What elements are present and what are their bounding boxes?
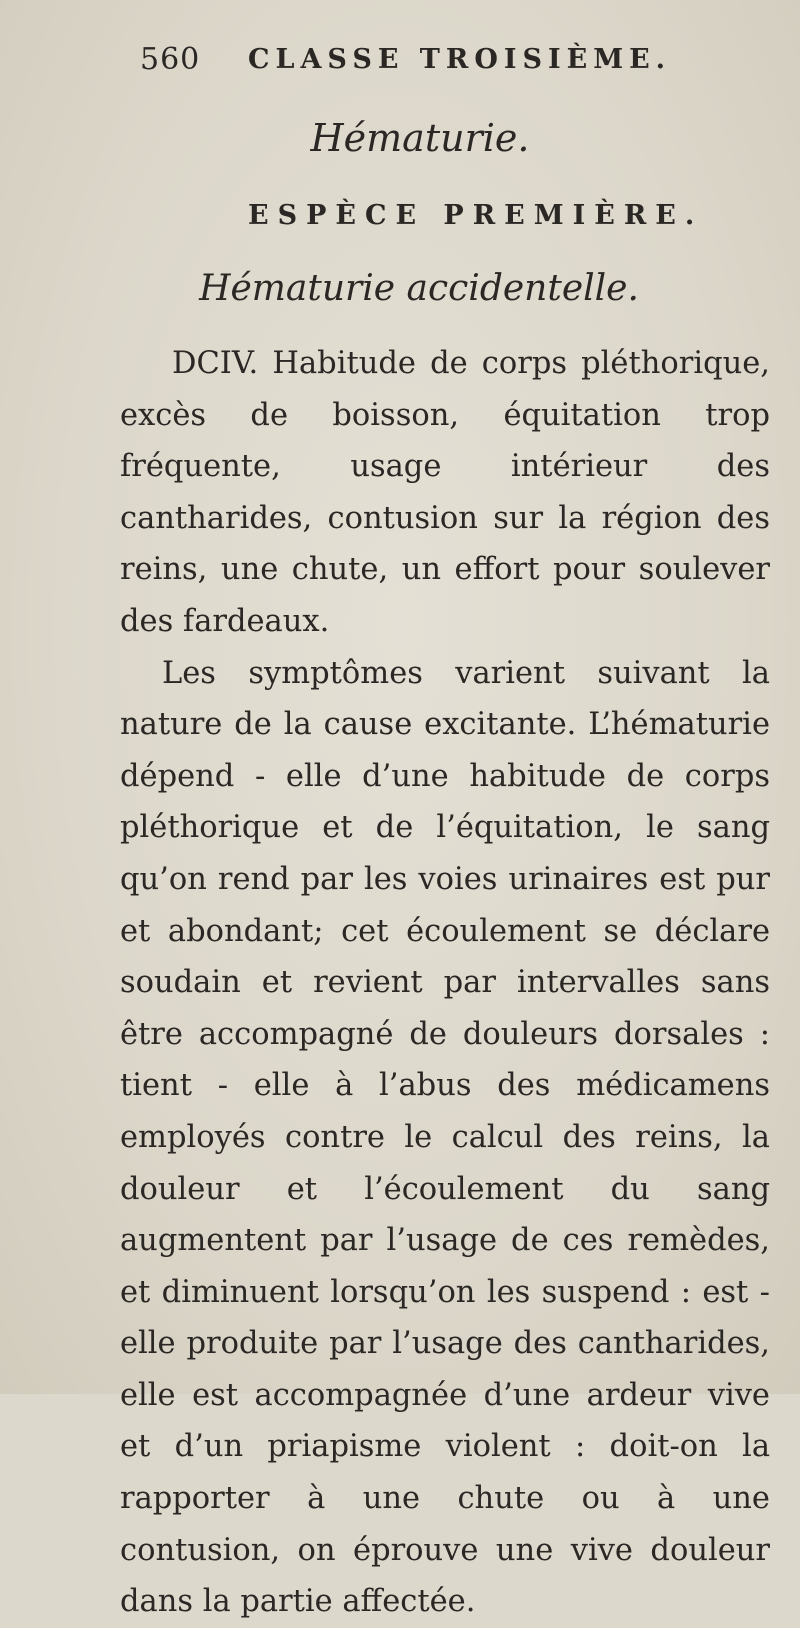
- paragraph-1: [120, 338, 770, 648]
- running-head: [140, 42, 760, 90]
- chapter-title: Hématurie.: [310, 116, 530, 160]
- page-number: 560: [140, 42, 201, 77]
- running-title: CLASSE TROISIÈME.: [248, 44, 672, 75]
- paragraph-2: Les symptômes varient suivant la nature de la cause excitante. L’hématurie dépend - elle d’une habitude de corps pléthorique et de l’équitation, le sang qu’on rend par les voies urinaires est pur et abondant; cet écoulement se déclare soudain et revient par intervalles sans être accompagné de douleurs dorsales : tient - elle à l’abus des médicamens employés contre le calcul des reins, la douleur et l’écoulement du sang augmentent par l’usage de ces remèdes, et diminuent lorsqu’on les suspend : est - elle produite par l’usage des cantharides, elle est accompagnée d’une ardeur vive et d’un priapisme violent : doit-on la rapporter à une chute ou à une contusion, on éprouve une vive douleur dans la partie affectée.: [120, 655, 770, 1620]
- body-text: [120, 338, 770, 1628]
- section-subtitle: Hématurie accidentelle.: [199, 268, 639, 309]
- paragraph-number: DCIV.: [172, 346, 259, 381]
- paragraph-1-text: Habitude de corps pléthorique, excès de boisson, équitation trop fréquente, usage intérieur des cantharides, contusion sur la région des reins, une chute, un effort pour soulever des fardeaux.: [120, 346, 770, 639]
- section-heading: ESPÈCE PREMIÈRE.: [248, 200, 704, 231]
